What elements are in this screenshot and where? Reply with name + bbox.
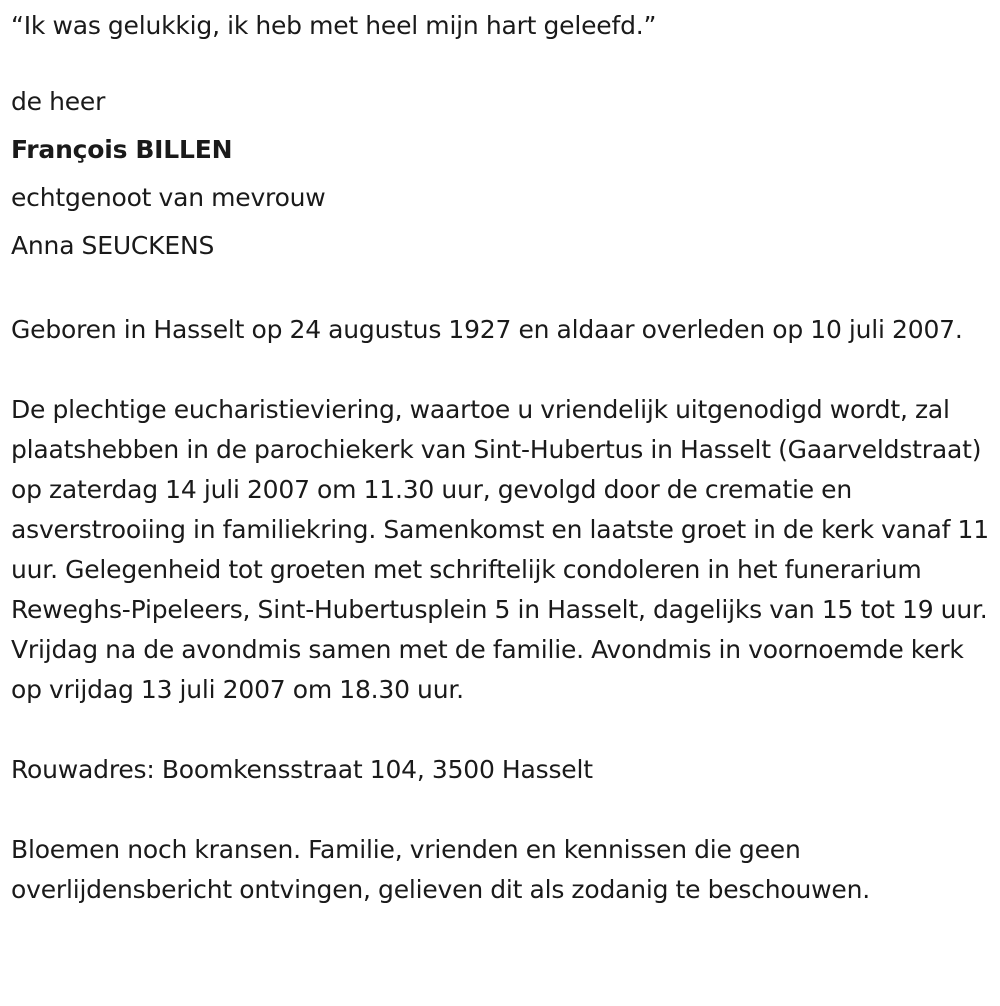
deceased-block — [11, 78, 991, 270]
deceased-name: François BILLEN — [11, 135, 233, 164]
address-line: Rouwadres: Boomkensstraat 104, 3500 Hasselt — [11, 755, 593, 784]
ceremony-paragraph: De plechtige eucharistieviering, waartoe u vriendelijk uitgenodigd wordt, zal plaatshebben in de parochiekerk van Sint-Hubertus in Hasselt (Gaarveldstraat) op zaterdag 14 juli 2007 om 11.30 uur, gevolgd door de crematie en asverstrooiing in familiekring. Samenkomst en laatste groet in de kerk vanaf 11 uur. Gelegenheid tot groeten met schriftelijk condoleren in het funerarium Reweghs-Pipeleers, Sint-Hubertusplein 5 in Hasselt, dagelijks van 15 tot 19 uur. Vrijdag na de avondmis samen met de familie. Avondmis in voornoemde kerk op vrijdag 13 juli 2007 om 18.30 uur. — [11, 395, 989, 704]
quote: “Ik was gelukkig, ik heb met heel mijn hart geleefd.” — [11, 11, 657, 40]
obituary-notice — [11, 8, 991, 910]
spouse-name: Anna SEUCKENS — [11, 231, 215, 260]
spouse-relation: echtgenoot van mevrouw — [11, 183, 326, 212]
salutation: de heer — [11, 87, 106, 116]
flowers-notice: Bloemen noch kransen. Familie, vrienden en kennissen die geen overlijdensbericht ontvingen, gelieven dit als zodanig te beschouwen. — [11, 835, 870, 904]
birth-death-paragraph: Geboren in Hasselt op 24 augustus 1927 en aldaar overleden op 10 juli 2007. — [11, 315, 963, 344]
